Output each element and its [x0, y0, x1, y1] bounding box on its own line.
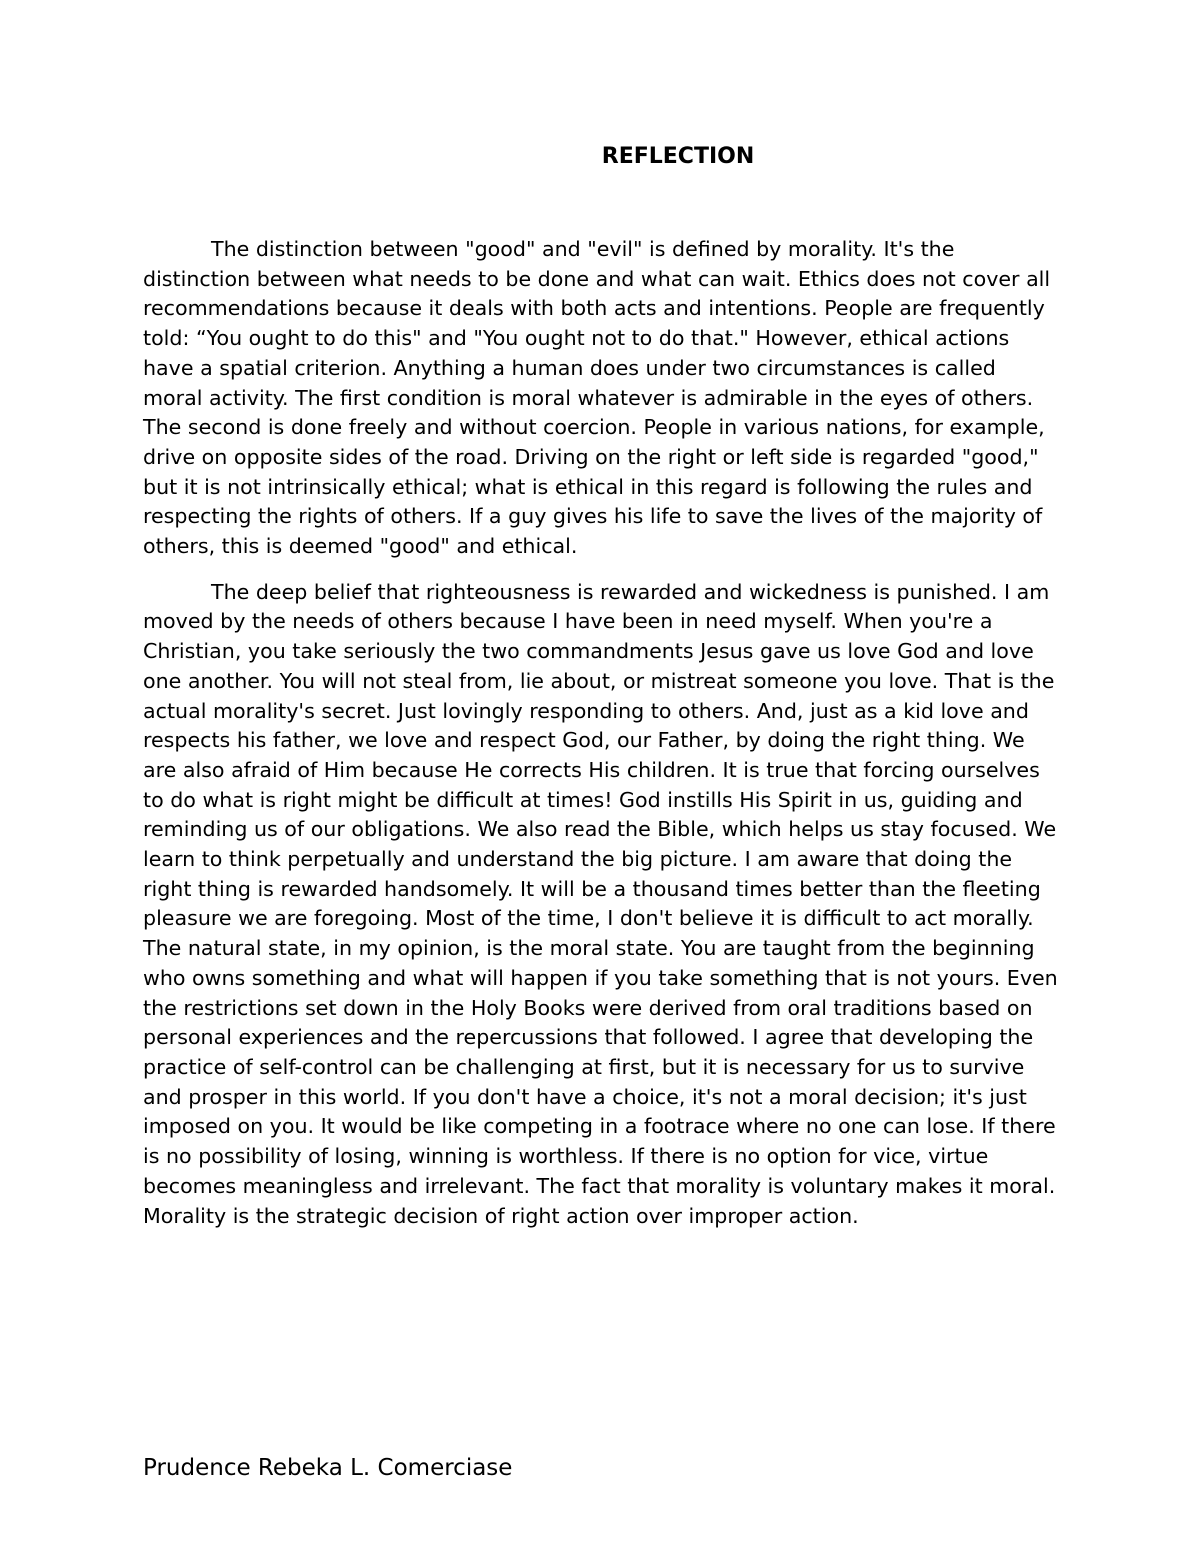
author-name: Prudence Rebeka L. Comerciase — [143, 1455, 513, 1481]
document-body — [143, 235, 1058, 1247]
paragraph-1: The distinction between "good" and "evil" is defined by morality. It's the distinction between what needs to be done and what can wait. Ethics does not cover all recommendations because it deals with both acts and intentions. People are frequently told: “You ought to do this" and "You ought not to do that." However, ethical actions have a spatial criterion. Anything a human does under two circumstances is called moral activity. The first condition is moral whatever is admirable in the eyes of others. The second is done freely and without coercion. People in various nations, for example, drive on opposite sides of the road. Driving on the right or left side is regarded "good," but it is not intrinsically ethical; what is ethical in this regard is following the rules and respecting the rights of others. If a guy gives his life to save the lives of the majority of others, this is deemed "good" and ethical. — [143, 237, 1051, 559]
document-title: REFLECTION — [601, 144, 755, 169]
paragraph-2: The deep belief that righteousness is rewarded and wickedness is punished. I am moved by the needs of others because I have been in need myself. When you're a Christian, you take seriously the two commandments Jesus gave us love God and love one another. You will not steal from, lie about, or mistreat someone you love. That is the actual morality's secret. Just lovingly responding to others. And, just as a kid love and respects his father, we love and respect God, our Father, by doing the right thing. We are also afraid of Him because He corrects His children. It is true that forcing ourselves to do what is right might be difficult at times! God instills His Spirit in us, guiding and reminding us of our obligations. We also read the Bible, which helps us stay focused. We learn to think perpetually and understand the big picture. I am aware that doing the right thing is rewarded handsomely. It will be a thousand times better than the fleeting pleasure we are foregoing. Most of the time, I don't believe it is difficult to act morally. The natural state, in my opinion, is the moral state. You are taught from the beginning who owns something and what will happen if you take something that is not yours. Even the restrictions set down in the Holy Books were derived from oral traditions based on personal experiences and the repercussions that followed. I agree that developing the practice of self-control can be challenging at first, but it is necessary for us to survive and prosper in this world. If you don't have a choice, it's not a moral decision; it's just imposed on you. It would be like competing in a footrace where no one can lose. If there is no possibility of losing, winning is worthless. If there is no option for vice, virtue becomes meaningless and irrelevant. The fact that morality is voluntary makes it moral. Morality is the strategic decision of right action over improper action. — [143, 579, 1058, 1228]
